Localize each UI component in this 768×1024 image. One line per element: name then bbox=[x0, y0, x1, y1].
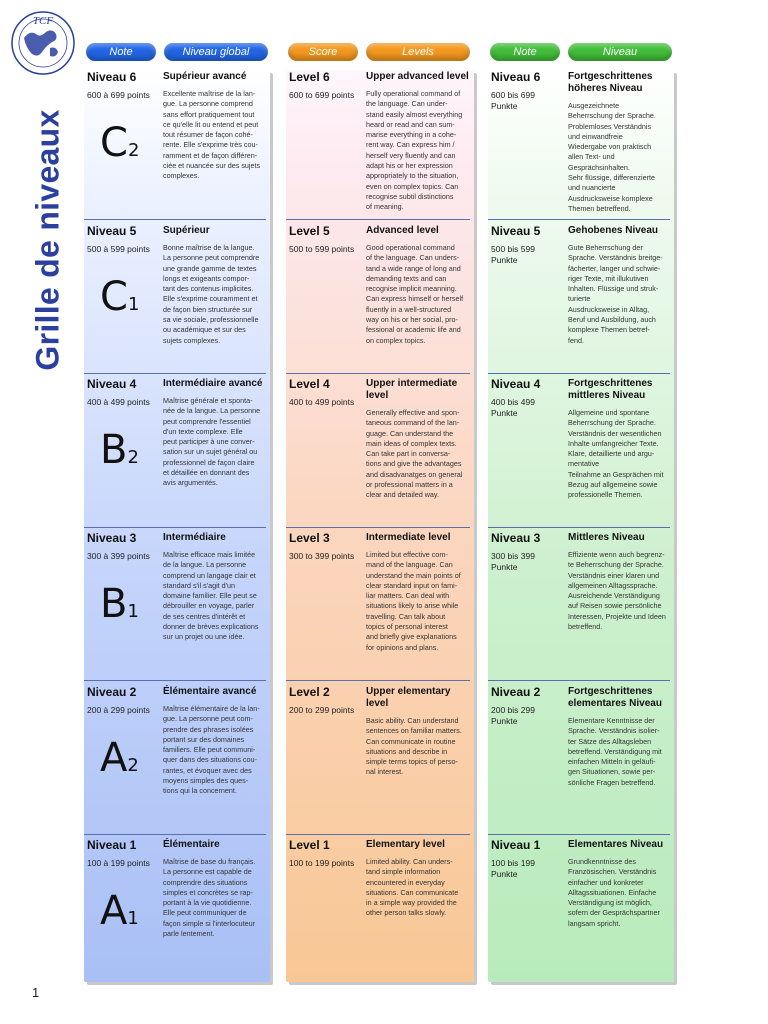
de-row-separator bbox=[488, 834, 670, 835]
de-points-range: 500 bis 599 Punkte bbox=[491, 244, 535, 265]
en-level-title: Elementary level bbox=[366, 839, 445, 850]
fr-level-description: Excellente maîtrise de la lan- gue. La personne comprend sans effort pratiquement tout ce qu'elle lit ou entend et peut tout résumer de façon cohé- rente. Elle s'exprime très cou- ramment et de façon différen- ciée et nuancée sur des sujets complexes. bbox=[163, 89, 261, 181]
page-number: 1 bbox=[32, 985, 40, 1000]
logo-text: TCF bbox=[32, 15, 54, 27]
fr-level-title: Supérieur avancé bbox=[163, 71, 247, 82]
de-row-separator bbox=[488, 373, 670, 374]
de-points-range: 600 bis 699 Punkte bbox=[491, 90, 535, 111]
de-level-description: Allgemeine und spontane Beherrschung der Sprache. Verständnis der wesentlichen Inhalte umfangreicher Texte. Klare, detaillierte und argu- mentative Teilnahme an Gesprächen mit Bezug auf allgemeine sowie professionelle Themen. bbox=[568, 408, 664, 500]
de-level-label: Niveau 6 bbox=[491, 70, 541, 84]
en-points-range: 500 to 599 points bbox=[289, 244, 355, 254]
fr-level-description: Maîtrise générale et sponta- née de la langue. La personne peut comprendre l'essentiel d'un texte complexe. Elle peut participer à une conver- sation sur un sujet général ou professionnel de façon claire et détaillée en donnant des avis argumentés. bbox=[163, 396, 261, 488]
cefr-level-mark bbox=[100, 581, 139, 627]
de-level-description: Grundkenntnisse des Französischen. Verständnis einfacher und konkreter Alltagssituationen. Einfache Verständigung ist möglich, sofern der Gesprächspartner langsam spricht. bbox=[568, 857, 660, 928]
en-level-label: Level 3 bbox=[289, 531, 330, 545]
fr-level-title: Supérieur bbox=[163, 225, 210, 236]
cefr-level-mark bbox=[100, 274, 139, 320]
fr-level-title: Intermédiaire bbox=[163, 532, 226, 543]
cefr-level-mark bbox=[100, 427, 139, 473]
en-level-description: Basic ability. Can understand sentences on familiar matters. Can communicate in routine situations and describe in simple terms topics of perso- nal interest. bbox=[366, 716, 462, 777]
fr-level-label: Niveau 6 bbox=[87, 70, 137, 84]
de-level-label: Niveau 4 bbox=[491, 377, 541, 391]
de-level-label: Niveau 3 bbox=[491, 531, 541, 545]
en-level-title: Upper elementary level bbox=[366, 686, 451, 709]
en-points-range: 300 to 399 points bbox=[289, 551, 355, 561]
fr-points-range: 100 à 199 points bbox=[87, 858, 150, 868]
fr-level-title: Élémentaire bbox=[163, 839, 220, 850]
de-points-range: 100 bis 199 Punkte bbox=[491, 858, 535, 879]
de-points-range: 300 bis 399 Punkte bbox=[491, 551, 535, 572]
de-level-description: Gute Beherrschung der Sprache. Verständnis breitge- fächerter, langer und schwie- riger Texte, mit illukutiven Inhalten. Flüssige und struk- turierte Ausdrucksweise in Alltag, Beruf und Ausbildung, auch komplexe Themen betref- fend. bbox=[568, 243, 663, 345]
cefr-number: 1 bbox=[127, 294, 140, 315]
cefr-number: 1 bbox=[127, 908, 139, 929]
cefr-level-mark bbox=[100, 888, 139, 934]
de-points-range: 400 bis 499 Punkte bbox=[491, 397, 535, 418]
en-level-label: Level 2 bbox=[289, 685, 330, 699]
fr-level-title: Intermédiaire avancé bbox=[163, 378, 263, 389]
header-de-level: Niveau bbox=[568, 43, 672, 61]
cefr-number: 2 bbox=[127, 447, 139, 468]
fr-row-separator bbox=[84, 527, 266, 528]
en-level-title: Upper advanced level bbox=[366, 71, 469, 82]
en-level-description: Fully operational command of the language. Can under- stand easily almost everything heard or read and can sum- marise everything in a cohe- rent way. Can express him / herself very fluently and can adapt his or her expression appropriately to the situation, even on complex topics. Can recognise subtil distinctions of meaning. bbox=[366, 89, 463, 212]
fr-level-label: Niveau 5 bbox=[87, 224, 137, 238]
page-title: Grille de niveaux bbox=[29, 109, 66, 371]
en-row-separator bbox=[286, 680, 470, 681]
header-de-note: Note bbox=[490, 43, 560, 61]
fr-level-label: Niveau 2 bbox=[87, 685, 137, 699]
en-row-separator bbox=[286, 527, 470, 528]
en-points-range: 200 to 299 points bbox=[289, 705, 355, 715]
fr-points-range: 600 à 699 points bbox=[87, 90, 150, 100]
en-points-range: 100 to 199 points bbox=[289, 858, 355, 868]
de-points-range: 200 bis 299 Punkte bbox=[491, 705, 535, 726]
cefr-letter: C bbox=[100, 120, 128, 166]
de-level-description: Elementare Kenntnisse der Sprache. Verständnis isolier- ter Sätze des Alltagsleben betreffend. Verständigung mit einfachen Mitteln in geläufi- gen Situationen, sowie per- sönliche Fragen betreffend. bbox=[568, 716, 662, 787]
fr-points-range: 500 à 599 points bbox=[87, 244, 150, 254]
fr-level-description: Maîtrise de base du français. La personne est capable de comprendre des situations simples et concrètes se rap- portant à la vie quotidienne. Elle peut communiquer de façon simple si l'interlocuteur parle lentement. bbox=[163, 857, 256, 939]
de-level-description: Effiziente wenn auch begrenz- te Beherrschung der Sprache. Verständnis einer klaren und allgemeinen Alltagssprache. Ausreichende Verständigung auf Reisen sowie persönliche Interessen, Projekte und Ideen betreffend. bbox=[568, 550, 666, 632]
fr-row-separator bbox=[84, 680, 266, 681]
en-level-title: Upper intermediate level bbox=[366, 378, 458, 401]
fr-level-description: Maîtrise efficace mais limitée de la langue. La personne comprend un langage clair et standard s'il s'agit d'un domaine familier. Elle peut se débrouiller en voyage, parler de ses centres d'intérêt et donner de brèves explications sur un projet ou une idée. bbox=[163, 550, 259, 642]
en-row-separator bbox=[286, 219, 470, 220]
en-row-separator bbox=[286, 834, 470, 835]
tcf-globe-logo bbox=[10, 10, 76, 76]
de-level-title: Mittleres Niveau bbox=[568, 532, 645, 543]
cefr-level-mark bbox=[100, 120, 139, 166]
fr-row-separator bbox=[84, 219, 266, 220]
fr-level-label: Niveau 3 bbox=[87, 531, 137, 545]
en-level-description: Limited ability. Can unders- tand simple information encountered in everyday situations. Can communicate in a simple way provided the other person talks slowly. bbox=[366, 857, 459, 918]
cefr-number: 1 bbox=[127, 601, 139, 622]
en-level-label: Level 6 bbox=[289, 70, 330, 84]
cefr-number: 2 bbox=[127, 140, 140, 161]
de-level-label: Niveau 2 bbox=[491, 685, 541, 699]
header-en-score: Score bbox=[288, 43, 358, 61]
de-level-label: Niveau 1 bbox=[491, 838, 541, 852]
de-level-title: Fortgeschrittenes mittleres Niveau bbox=[568, 378, 653, 401]
en-points-range: 600 to 699 points bbox=[289, 90, 355, 100]
de-level-description: Ausgezeichnete Beherrschung der Sprache. Problemloses Verständnis und einwandfreie Wiedergabe von praktisch allen Text- und Gesprächsinhalten. Sehr flüssige, differenzierte und nuancierte Ausdrucksweise komplexe Themen betreffend. bbox=[568, 101, 656, 213]
header-fr-note: Note bbox=[86, 43, 156, 61]
en-level-label: Level 1 bbox=[289, 838, 330, 852]
cefr-number: 2 bbox=[127, 755, 139, 776]
de-level-title: Fortgeschrittenes höheres Niveau bbox=[568, 71, 653, 94]
fr-points-range: 200 à 299 points bbox=[87, 705, 150, 715]
fr-level-label: Niveau 1 bbox=[87, 838, 137, 852]
de-row-separator bbox=[488, 219, 670, 220]
fr-level-description: Bonne maîtrise de la langue. La personne peut comprendre une grande gamme de textes longs et exigeants compor- tant des contenus implicites. Elle s'exprime couramment et de façon bien structurée sur sa vie sociale, professionnelle ou académique et sur des sujets complexes. bbox=[163, 243, 260, 345]
cefr-letter: B bbox=[100, 427, 128, 473]
de-row-separator bbox=[488, 680, 670, 681]
header-fr-level: Niveau global bbox=[164, 43, 268, 61]
fr-level-label: Niveau 4 bbox=[87, 377, 137, 391]
de-level-title: Fortgeschrittenes elementares Niveau bbox=[568, 686, 662, 709]
en-row-separator bbox=[286, 373, 470, 374]
de-level-title: Elementares Niveau bbox=[568, 839, 664, 850]
fr-level-title: Élémentaire avancé bbox=[163, 686, 257, 697]
header-en-levels: Levels bbox=[366, 43, 470, 61]
en-level-description: Limited but effective com- mand of the language. Can understand the main points of clear standard input on fami- liar matters. Can deal with situations likely to arise while travelling. Can talk about topics of personal interest and briefly give explanations for opinions and plans. bbox=[366, 550, 461, 652]
en-level-label: Level 4 bbox=[289, 377, 330, 391]
cefr-letter: B bbox=[100, 581, 128, 627]
en-points-range: 400 to 499 points bbox=[289, 397, 355, 407]
fr-level-description: Maîtrise élémentaire de la lan- gue. La personne peut com- prendre des phrases isolées portant sur des domaines familiers. Elle peut communi- quer dans des situations cou- rantes, et évoquer avec des moyens simples des ques- tions qui la concernent. bbox=[163, 704, 260, 796]
cefr-level-mark bbox=[100, 735, 139, 781]
en-level-description: Generally effective and spon- taneous command of the lan- guage. Can understand the main ideas of complex texts. Can take part in conversa- tions and give the advantages and disadvanatges on general or professional matters in a clear and detailed way. bbox=[366, 408, 463, 500]
fr-row-separator bbox=[84, 834, 266, 835]
en-level-title: Intermediate level bbox=[366, 532, 451, 543]
fr-points-range: 400 à 499 points bbox=[87, 397, 150, 407]
fr-row-separator bbox=[84, 373, 266, 374]
cefr-letter: A bbox=[100, 735, 128, 781]
globe-icon bbox=[10, 10, 76, 76]
de-level-label: Niveau 5 bbox=[491, 224, 541, 238]
cefr-letter: A bbox=[100, 888, 128, 934]
de-row-separator bbox=[488, 527, 670, 528]
en-level-title: Advanced level bbox=[366, 225, 439, 236]
de-level-title: Gehobenes Niveau bbox=[568, 225, 659, 236]
cefr-letter: C bbox=[100, 274, 128, 320]
en-level-description: Good operational command of the language. Can unders- tand a wide range of long and demanding texts and can recognise implicit meanning. Can express himself or herself fluently in a well-structured way on his or her social, pro- fessional or academic life and on complex topics. bbox=[366, 243, 464, 345]
en-level-label: Level 5 bbox=[289, 224, 330, 238]
fr-points-range: 300 à 399 points bbox=[87, 551, 150, 561]
